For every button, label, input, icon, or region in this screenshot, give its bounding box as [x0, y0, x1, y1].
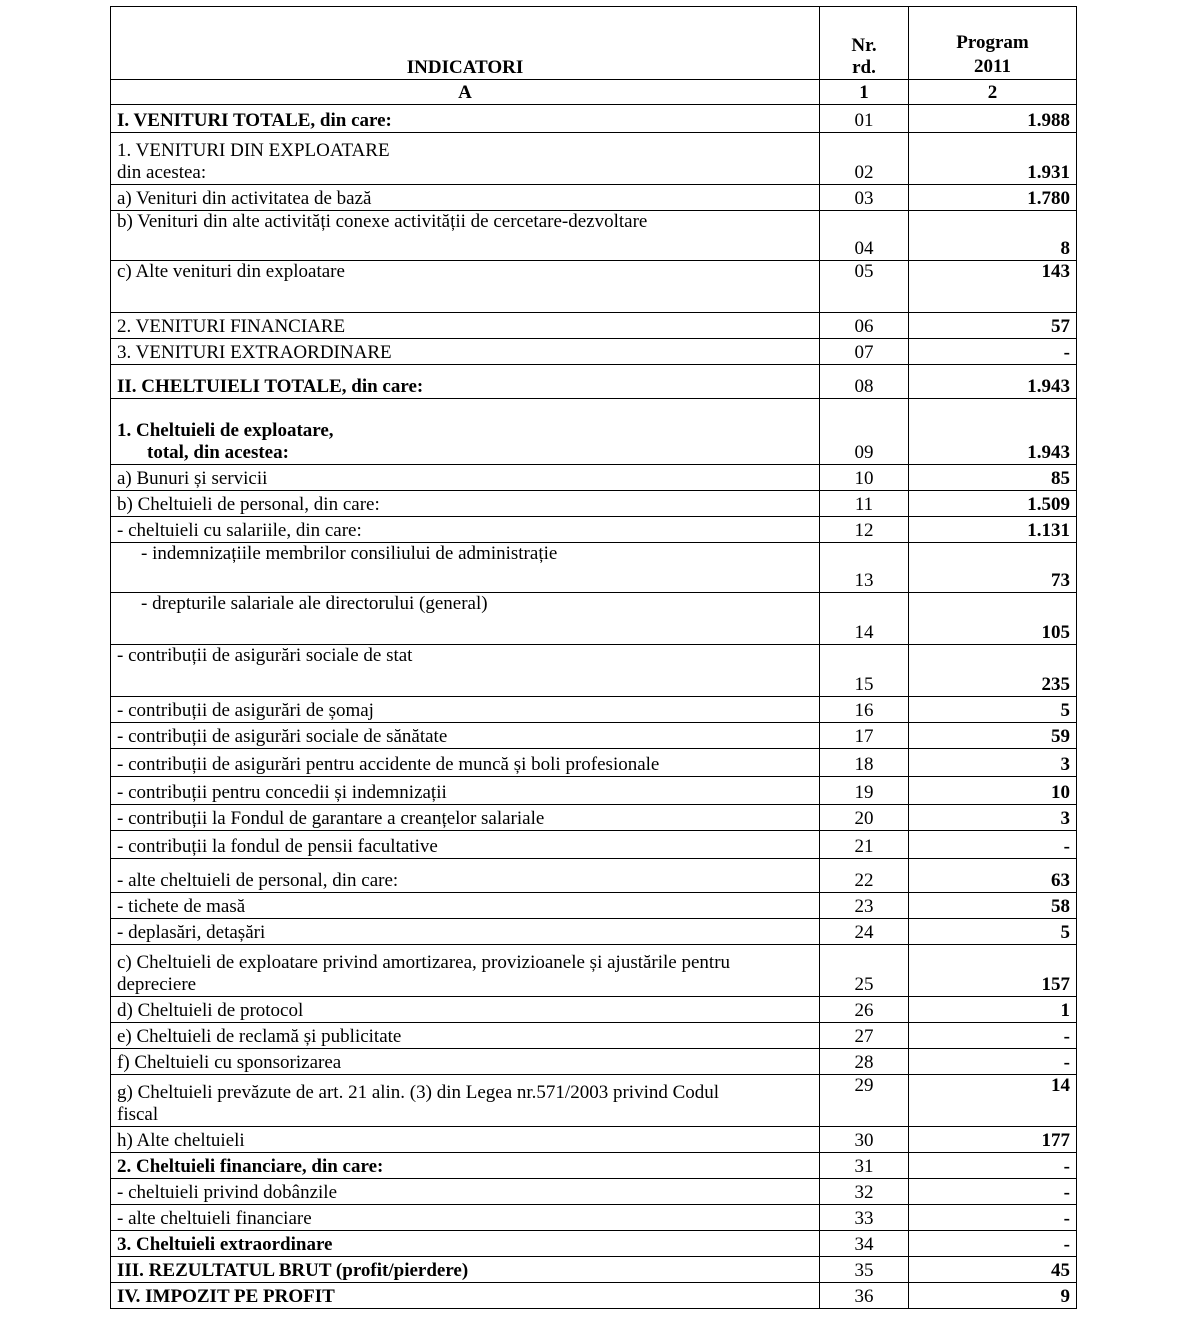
- indicator-label: [111, 859, 820, 893]
- indicator-label: [111, 1023, 820, 1049]
- program-value: 14: [909, 1075, 1077, 1127]
- indicator-label: [111, 645, 820, 697]
- row-number: 33: [820, 1205, 909, 1231]
- program-value: 105: [909, 593, 1077, 645]
- indicator-label: [111, 997, 820, 1023]
- table-row: [111, 1153, 1077, 1179]
- table-row: [111, 1049, 1077, 1075]
- table-row: [111, 831, 1077, 859]
- program-value: 3: [909, 805, 1077, 831]
- header-program: [909, 7, 1077, 80]
- program-value: -: [909, 339, 1077, 365]
- row-number: 18: [820, 749, 909, 777]
- row-number: 08: [820, 365, 909, 399]
- indicator-label-line1: e) Cheltuieli de reclamă și publicitate: [117, 1026, 402, 1047]
- table-row: [111, 593, 1077, 645]
- row-number: 35: [820, 1257, 909, 1283]
- indicator-label: [111, 1075, 820, 1127]
- indicator-label-line1: d) Cheltuieli de protocol: [117, 1000, 304, 1021]
- indicator-label: [111, 593, 820, 645]
- table-row: [111, 399, 1077, 465]
- indicator-label-line1: - contribuții la fondul de pensii facultative: [117, 836, 438, 857]
- row-number: 27: [820, 1023, 909, 1049]
- indicator-label-line1: f) Cheltuieli cu sponsorizarea: [117, 1052, 342, 1073]
- indicator-label-line1: 1. VENITURI DIN EXPLOATARE: [117, 140, 390, 161]
- row-number: 25: [820, 945, 909, 997]
- row-number: 24: [820, 919, 909, 945]
- program-value: 63: [909, 859, 1077, 893]
- header-nr-line2: rd.: [852, 57, 876, 78]
- program-value: 1: [909, 997, 1077, 1023]
- program-value: 1.131: [909, 517, 1077, 543]
- indicator-label: [111, 893, 820, 919]
- indicator-label: [111, 831, 820, 859]
- indicator-label-line1: - cheltuieli privind dobânzile: [117, 1182, 338, 1203]
- program-value: -: [909, 1049, 1077, 1075]
- col-index-a: A: [111, 80, 820, 105]
- program-value: 85: [909, 465, 1077, 491]
- table-row: [111, 211, 1077, 261]
- table-row: [111, 1231, 1077, 1257]
- row-number: 21: [820, 831, 909, 859]
- indicator-label-line1: 2. Cheltuieli financiare, din care:: [117, 1156, 384, 1177]
- row-number: 15: [820, 645, 909, 697]
- indicator-label-line2: depreciere: [117, 974, 197, 995]
- table-row: [111, 105, 1077, 133]
- indicator-label: [111, 517, 820, 543]
- col-index-1: 1: [820, 80, 909, 105]
- header-program-line1: Program: [956, 32, 1029, 53]
- row-number: 32: [820, 1179, 909, 1205]
- program-value: 1.943: [909, 399, 1077, 465]
- indicator-label-line1: 3. VENITURI EXTRAORDINARE: [117, 342, 392, 363]
- table-row: [111, 919, 1077, 945]
- indicator-label-line1: - contribuții de asigurări sociale de stat: [117, 645, 413, 666]
- indicator-label-line1: 2. VENITURI FINANCIARE: [117, 316, 346, 337]
- indicator-label-line1: b) Cheltuieli de personal, din care:: [117, 494, 380, 515]
- indicator-label-line1: IV. IMPOZIT PE PROFIT: [117, 1286, 335, 1307]
- table-header-row: [111, 7, 1077, 80]
- table-row: [111, 465, 1077, 491]
- program-value: 3: [909, 749, 1077, 777]
- indicator-label: [111, 261, 820, 313]
- row-number: 22: [820, 859, 909, 893]
- indicator-label-line1: g) Cheltuieli prevăzute de art. 21 alin. (3) din Legea nr.571/2003 privind Codul: [117, 1082, 720, 1103]
- table-row: [111, 133, 1077, 185]
- indicator-label-line1: I. VENITURI TOTALE, din care:: [117, 110, 392, 131]
- row-number: 36: [820, 1283, 909, 1309]
- program-value: -: [909, 1205, 1077, 1231]
- indicator-label: [111, 723, 820, 749]
- indicator-label-line1: c) Cheltuieli de exploatare privind amortizarea, provizioanele și ajustările pentru: [117, 952, 731, 973]
- table-row: [111, 749, 1077, 777]
- row-number: 26: [820, 997, 909, 1023]
- table-row: [111, 1023, 1077, 1049]
- table-row: [111, 777, 1077, 805]
- row-number: 13: [820, 543, 909, 593]
- indicator-label: [111, 1283, 820, 1309]
- indicator-label-line1: a) Bunuri și servicii: [117, 468, 268, 489]
- row-number: 09: [820, 399, 909, 465]
- program-value: 5: [909, 697, 1077, 723]
- header-indicatori: INDICATORI: [111, 7, 820, 80]
- program-value: -: [909, 1179, 1077, 1205]
- indicator-label-line1: - tichete de masă: [117, 896, 246, 917]
- table-row: [111, 1075, 1077, 1127]
- indicator-label: [111, 399, 820, 465]
- table-row: [111, 543, 1077, 593]
- program-value: -: [909, 1153, 1077, 1179]
- row-number: 34: [820, 1231, 909, 1257]
- col-index-2: 2: [909, 80, 1077, 105]
- indicator-label: [111, 211, 820, 261]
- program-value: 10: [909, 777, 1077, 805]
- table-row: [111, 1257, 1077, 1283]
- row-number: 29: [820, 1075, 909, 1127]
- indicator-label: [111, 491, 820, 517]
- indicator-label-line1: h) Alte cheltuieli: [117, 1130, 245, 1151]
- indicator-label-line1: a) Venituri din activitatea de bază: [117, 188, 372, 209]
- header-nr-rd: [820, 7, 909, 80]
- table-row: [111, 1179, 1077, 1205]
- program-value: 59: [909, 723, 1077, 749]
- indicator-label-line1: II. CHELTUIELI TOTALE, din care:: [117, 376, 424, 397]
- indicator-label-line1: - deplasări, detașări: [117, 922, 266, 943]
- program-value: 1.943: [909, 365, 1077, 399]
- indicator-label: [111, 365, 820, 399]
- indicator-label-line1: - alte cheltuieli financiare: [117, 1208, 312, 1229]
- table-row: [111, 1283, 1077, 1309]
- table-row: [111, 339, 1077, 365]
- row-number: 20: [820, 805, 909, 831]
- table-row: [111, 723, 1077, 749]
- program-value: 177: [909, 1127, 1077, 1153]
- indicator-label: [111, 777, 820, 805]
- table-row: [111, 859, 1077, 893]
- indicator-label: [111, 1205, 820, 1231]
- row-number: 07: [820, 339, 909, 365]
- row-number: 05: [820, 261, 909, 313]
- table-row: [111, 261, 1077, 313]
- indicator-label-line2: total, din acestea:: [147, 442, 289, 463]
- indicator-label-line1: - contribuții de asigurări pentru accidente de muncă și boli profesionale: [117, 754, 660, 775]
- program-value: 57: [909, 313, 1077, 339]
- row-number: 23: [820, 893, 909, 919]
- indicator-label: [111, 697, 820, 723]
- indicator-label: [111, 945, 820, 997]
- indicator-label-line1: 3. Cheltuieli extraordinare: [117, 1234, 333, 1255]
- row-number: 04: [820, 211, 909, 261]
- table-row: [111, 1127, 1077, 1153]
- table-row: [111, 185, 1077, 211]
- indicator-label: [111, 1153, 820, 1179]
- table-row: [111, 1205, 1077, 1231]
- program-value: 8: [909, 211, 1077, 261]
- budget-table: [110, 6, 1077, 1309]
- indicator-label: [111, 543, 820, 593]
- indicator-label: [111, 1127, 820, 1153]
- table-row: [111, 491, 1077, 517]
- row-number: 14: [820, 593, 909, 645]
- indicator-label: [111, 185, 820, 211]
- header-nr-line1: Nr.: [851, 35, 877, 56]
- indicator-label: [111, 805, 820, 831]
- table-row: [111, 313, 1077, 339]
- table-row: [111, 893, 1077, 919]
- indicator-label: [111, 105, 820, 133]
- row-number: 19: [820, 777, 909, 805]
- row-number: 30: [820, 1127, 909, 1153]
- program-value: 1.988: [909, 105, 1077, 133]
- indicator-label: [111, 465, 820, 491]
- indicator-label: [111, 313, 820, 339]
- indicator-label-line1: - indemnizațiile membrilor consiliului de administrație: [141, 543, 558, 564]
- row-number: 12: [820, 517, 909, 543]
- program-value: 73: [909, 543, 1077, 593]
- indicator-label: [111, 339, 820, 365]
- indicator-label-line1: 1. Cheltuieli de exploatare,: [117, 420, 334, 441]
- row-number: 17: [820, 723, 909, 749]
- program-value: 9: [909, 1283, 1077, 1309]
- table-body: [111, 105, 1077, 1309]
- program-value: 1.509: [909, 491, 1077, 517]
- table-row: [111, 365, 1077, 399]
- indicator-label-line1: - contribuții de asigurări de șomaj: [117, 700, 374, 721]
- indicator-label-line1: b) Venituri din alte activități conexe activității de cercetare-dezvoltare: [117, 211, 648, 232]
- row-number: 31: [820, 1153, 909, 1179]
- program-value: 1.931: [909, 133, 1077, 185]
- indicator-label: [111, 919, 820, 945]
- indicator-label: [111, 133, 820, 185]
- table-row: [111, 805, 1077, 831]
- indicator-label-line1: - drepturile salariale ale directorului (general): [141, 593, 488, 614]
- indicator-label-line2: fiscal: [117, 1104, 159, 1125]
- program-value: 1.780: [909, 185, 1077, 211]
- program-value: 157: [909, 945, 1077, 997]
- row-number: 16: [820, 697, 909, 723]
- program-value: 235: [909, 645, 1077, 697]
- program-value: -: [909, 831, 1077, 859]
- indicator-label-line1: III. REZULTATUL BRUT (profit/pierdere): [117, 1260, 469, 1281]
- header-program-line2: 2011: [974, 56, 1011, 77]
- indicator-label-line1: - contribuții la Fondul de garantare a creanțelor salariale: [117, 808, 545, 829]
- indicator-label-line2: din acestea:: [117, 162, 207, 183]
- program-value: 5: [909, 919, 1077, 945]
- table-row: [111, 517, 1077, 543]
- row-number: 10: [820, 465, 909, 491]
- indicator-label-line1: - contribuții pentru concedii și indemnizații: [117, 782, 447, 803]
- indicator-label: [111, 1049, 820, 1075]
- indicator-label: [111, 1179, 820, 1205]
- indicator-label: [111, 1257, 820, 1283]
- table-row: [111, 945, 1077, 997]
- column-index-row: [111, 80, 1077, 105]
- row-number: 03: [820, 185, 909, 211]
- program-value: -: [909, 1023, 1077, 1049]
- program-value: -: [909, 1231, 1077, 1257]
- indicator-label: [111, 1231, 820, 1257]
- row-number: 02: [820, 133, 909, 185]
- indicator-label-line1: - contribuții de asigurări sociale de sănătate: [117, 726, 448, 747]
- table-row: [111, 997, 1077, 1023]
- row-number: 28: [820, 1049, 909, 1075]
- indicator-label-line1: - cheltuieli cu salariile, din care:: [117, 520, 362, 541]
- indicator-label: [111, 749, 820, 777]
- indicator-label-line1: c) Alte venituri din exploatare: [117, 261, 345, 282]
- row-number: 11: [820, 491, 909, 517]
- row-number: 06: [820, 313, 909, 339]
- program-value: 58: [909, 893, 1077, 919]
- indicator-label-line1: - alte cheltuieli de personal, din care:: [117, 870, 399, 891]
- table-row: [111, 645, 1077, 697]
- table-row: [111, 697, 1077, 723]
- row-number: 01: [820, 105, 909, 133]
- program-value: 143: [909, 261, 1077, 313]
- program-value: 45: [909, 1257, 1077, 1283]
